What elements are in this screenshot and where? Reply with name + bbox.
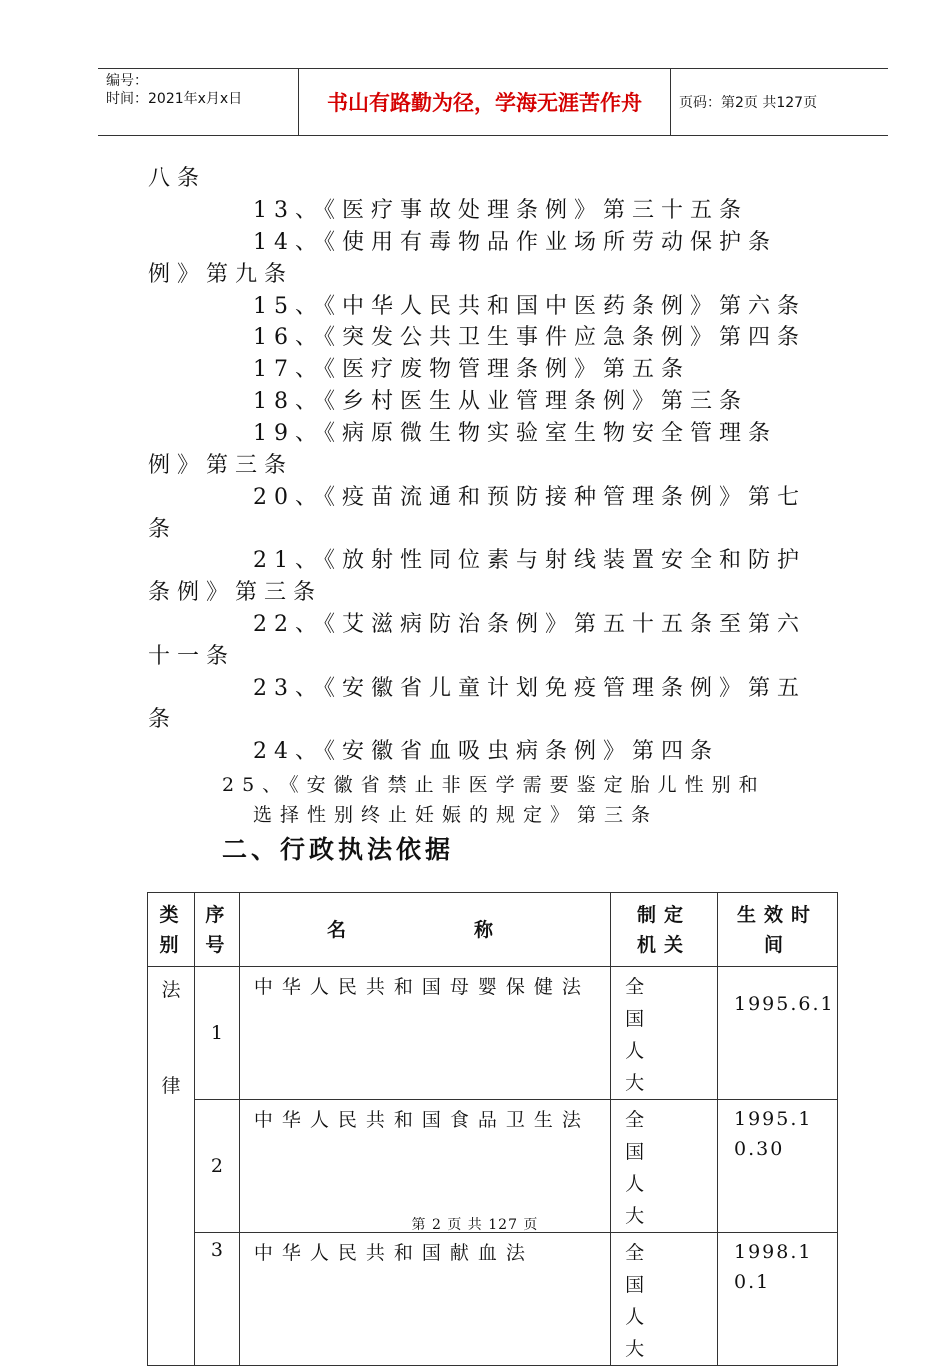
header-authority: 制定机关 <box>611 893 718 967</box>
enforcement-basis-table <box>147 892 838 1366</box>
text-line: 23、《安徽省儿童计划免疫管理条例》第五 <box>253 676 806 701</box>
header-effective: 生效时间 <box>718 893 838 967</box>
text-line: 13、《医疗事故处理条例》第三十五条 <box>253 198 748 223</box>
page-header <box>98 68 888 136</box>
text-line: 24、《安徽省血吸虫病条例》第四条 <box>253 739 719 764</box>
header-motto: 书山有路勤为径，学海无涯苦作舟 <box>299 69 671 135</box>
header-page-info: 页码：第2页 共127页 <box>679 95 818 111</box>
row-effective: 1995.10.30 <box>718 1100 838 1233</box>
table-row <box>148 1100 838 1233</box>
text-line: 19、《病原微生物实验室生物安全管理条 <box>253 421 777 446</box>
text-line: 选择性别终止妊娠的规定》第三条 <box>253 804 659 826</box>
text-line: 条 <box>148 517 178 542</box>
text-line: 14、《使用有毒物品作业场所劳动保护条 <box>253 230 777 255</box>
header-meta <box>98 69 299 135</box>
row-name: 中华人民共和国母婴保健法 <box>239 967 610 1100</box>
table-row <box>148 1233 838 1366</box>
text-line: 条例》第三条 <box>148 580 323 605</box>
text-line: 16、《突发公共卫生事件应急条例》第四条 <box>253 325 806 350</box>
row-effective: 1995.6.1 <box>718 967 838 1100</box>
text-line: 十一条 <box>148 644 236 669</box>
text-line: 25、《安徽省禁止非医学需要鉴定胎儿性别和 <box>222 774 766 796</box>
table-header-row <box>148 893 838 967</box>
category-law-cell <box>148 967 195 1366</box>
category-law-top: 法 <box>161 979 181 1001</box>
category-law-bottom: 律 <box>161 1075 181 1097</box>
row-authority: 全国人大 <box>611 967 718 1100</box>
text-line: 18、《乡村医生从业管理条例》第三条 <box>253 389 748 414</box>
row-name: 中华人民共和国献血法 <box>239 1233 610 1366</box>
table-row <box>148 967 838 1100</box>
row-name: 中华人民共和国食品卫生法 <box>239 1100 610 1233</box>
header-seq: 序号 <box>194 893 239 967</box>
header-name: 名 称 <box>239 893 610 967</box>
row-authority: 全国人大 <box>611 1233 718 1366</box>
text-line: 20、《疫苗流通和预防接种管理条例》第七 <box>253 485 806 510</box>
header-number-label: 编号： <box>106 73 148 89</box>
page-footer: 第 2 页 共 127 页 <box>411 1217 539 1233</box>
text-line: 条 <box>148 707 178 732</box>
row-seq: 2 <box>194 1100 239 1233</box>
row-seq: 1 <box>194 967 239 1100</box>
header-time-label: 时间：2021年x月x日 <box>106 91 243 107</box>
text-line: 22、《艾滋病防治条例》第五十五条至第六 <box>253 612 806 637</box>
text-line: 例》第九条 <box>148 262 294 287</box>
row-authority: 全国人大 <box>611 1100 718 1233</box>
section-heading: 二、行政执法依据 <box>222 835 455 864</box>
text-line: 21、《放射性同位素与射线装置安全和防护 <box>253 548 806 573</box>
text-line: 例》第三条 <box>148 453 294 478</box>
text-line: 17、《医疗废物管理条例》第五条 <box>253 357 690 382</box>
text-line: 八条 <box>148 166 207 191</box>
row-effective: 1998.10.1 <box>718 1233 838 1366</box>
row-seq: 3 <box>194 1233 239 1366</box>
text-line: 15、《中华人民共和国中医药条例》第六条 <box>253 294 806 319</box>
header-category: 类别 <box>148 893 195 967</box>
